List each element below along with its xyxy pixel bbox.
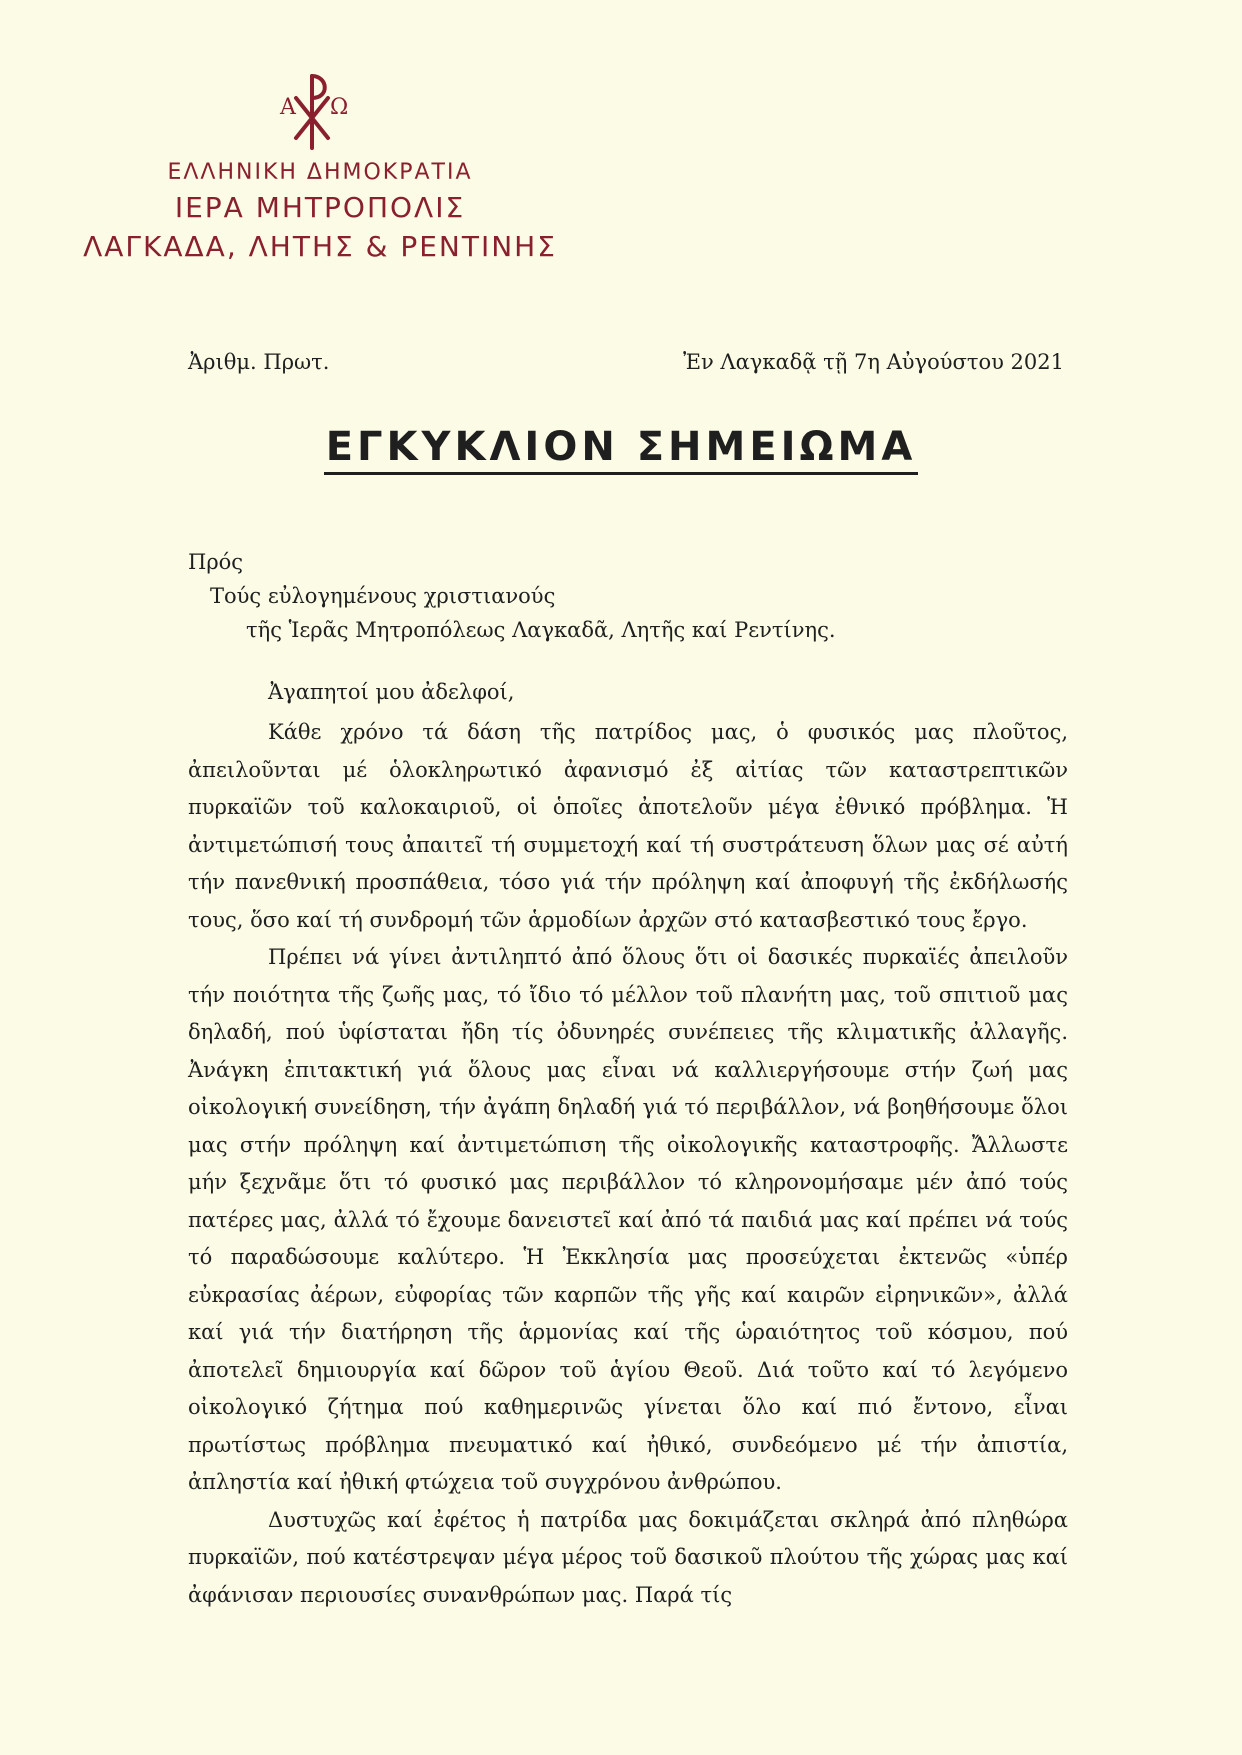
address-to-label: Πρός [188, 550, 244, 574]
body-paragraph: Πρέπει νά γίνει ἀντιληπτό ἀπό ὅλους ὅτι οἱ δασικές πυρκαϊές ἀπειλοῦν τήν ποιότητα τῆς ζωῆς μας, τό ἴδιο τό μέλλον τοῦ πλανήτη μας, τοῦ σπιτιοῦ μας δηλαδή, πού ὑφίσταται ἤδη τίς ὀδυνηρές συνέπειες τῆς κλιματικῆς ἀλλαγῆς. Ἀνάγκη ἐπιτακτική γιά ὅλους μας εἶναι νά καλλιεργήσουμε στήν ζωή μας οἰκολογική συνείδηση, τήν ἀγάπη δηλαδή γιά τό περιβάλλον, νά βοηθήσουμε ὅλοι μας στήν πρόληψη καί ἀντιμετώπιση τῆς οἰκολογικῆς καταστροφῆς. Ἄλλωστε μήν ξεχνᾶμε ὅτι τό φυσικό μας περιβάλλον τό κληρονομήσαμε μέν ἀπό τούς πατέρες μας, ἀλλά τό ἔχουμε δανειστεῖ καί ἀπό τά παιδιά μας καί πρέπει νά τούς τό παραδώσουμε καλύτερο. Ἡ Ἐκκλησία μας προσεύχεται ἐκτενῶς «ὑπέρ εὐκρασίας ἀέρων, εὐφορίας τῶν καρπῶν τῆς γῆς καί καιρῶν εἰρηνικῶν», ἀλλά καί γιά τήν διατήρηση τῆς ἁρμονίας καί τῆς ὡραιότητος τοῦ κόσμου, πού ἀποτελεῖ δημιουργία καί δῶρον τοῦ ἁγίου Θεοῦ. Διά τοῦτο καί τό λεγόμενο οἰκολογικό ζήτημα πού καθημερινῶς γίνεται ὅλο καί πιό ἔντονο, εἶναι πρωτίστως πρόβλημα πνευματικό καί ἠθικό, συνδεόμενο μέ τήν ἀπιστία, ἀπληστία καί ἠθική φτώχεια τοῦ συγχρόνου ἀνθρώπου. [188, 945, 1068, 1494]
document-title [0, 424, 1242, 470]
letter-body [188, 714, 1068, 1614]
protocol-number: Ἀριθμ. Πρωτ. [188, 350, 330, 374]
letterhead [60, 160, 580, 263]
letterhead-region: ΛΑΓΚΑΔΑ, ΛΗΤΗΣ & ΡΕΝΤΙΝΗΣ [83, 230, 557, 263]
letterhead-state: ΕΛΛΗΝΙΚΗ ΔΗΜΟΚΡΑΤΙΑ [167, 160, 473, 185]
address-recipient-line1: Τούς εὐλογημένους χριστιανούς [210, 584, 556, 608]
body-paragraph: Δυστυχῶς καί ἐφέτος ἡ πατρίδα μας δοκιμάζεται σκληρά ἀπό πληθώρα πυρκαϊῶν, πού κατέστρεψαν μέγα μέρος τοῦ δασικοῦ πλούτου τῆς χώρας μας καί ἀφάνισαν περιουσίες συνανθρώπων μας. Παρά τίς [188, 1507, 1068, 1607]
document-title-text: ΕΓΚΥΚΛΙΟΝ ΣΗΜΕΙΩΜΑ [324, 424, 919, 475]
address-block [188, 545, 836, 647]
letterhead-metropolis: ΙΕΡΑ ΜΗΤΡΟΠΟΛΙΣ [174, 191, 466, 224]
emblem-alpha: Α [280, 95, 296, 120]
emblem-omega: Ω [330, 95, 349, 120]
chi-rho-emblem-icon [262, 68, 362, 152]
address-recipient-line2: τῆς Ἱερᾶς Μητροπόλεως Λαγκαδᾶ, Λητῆς καί Ρεντίνης. [246, 618, 836, 642]
date-line: Ἐν Λαγκαδᾷ τῇ 7η Αὐγούστου 2021 [683, 350, 1064, 374]
greeting: Ἀγαπητοί μου ἀδελφοί, [268, 680, 515, 704]
body-paragraph: Κάθε χρόνο τά δάση τῆς πατρίδος μας, ὁ φυσικός μας πλοῦτος, ἀπειλοῦνται μέ ὁλοκληρωτικό ἀφανισμό ἐξ αἰτίας τῶν καταστρεπτικῶν πυρκαϊῶν τοῦ καλοκαιριοῦ, οἱ ὁποῖες ἀποτελοῦν μέγα ἐθνικό πρόβλημα. Ἡ ἀντιμετώπισή τους ἀπαιτεῖ τή συμμετοχή καί τή συστράτευση ὅλων μας σέ αὐτή τήν πανεθνική προσπάθεια, τόσο γιά τήν πρόληψη καί ἀποφυγή τῆς ἐκδήλωσής τους, ὅσο καί τή συνδρομή τῶν ἁρμοδίων ἀρχῶν στό κατασβεστικό τους ἔργο. [188, 720, 1068, 932]
